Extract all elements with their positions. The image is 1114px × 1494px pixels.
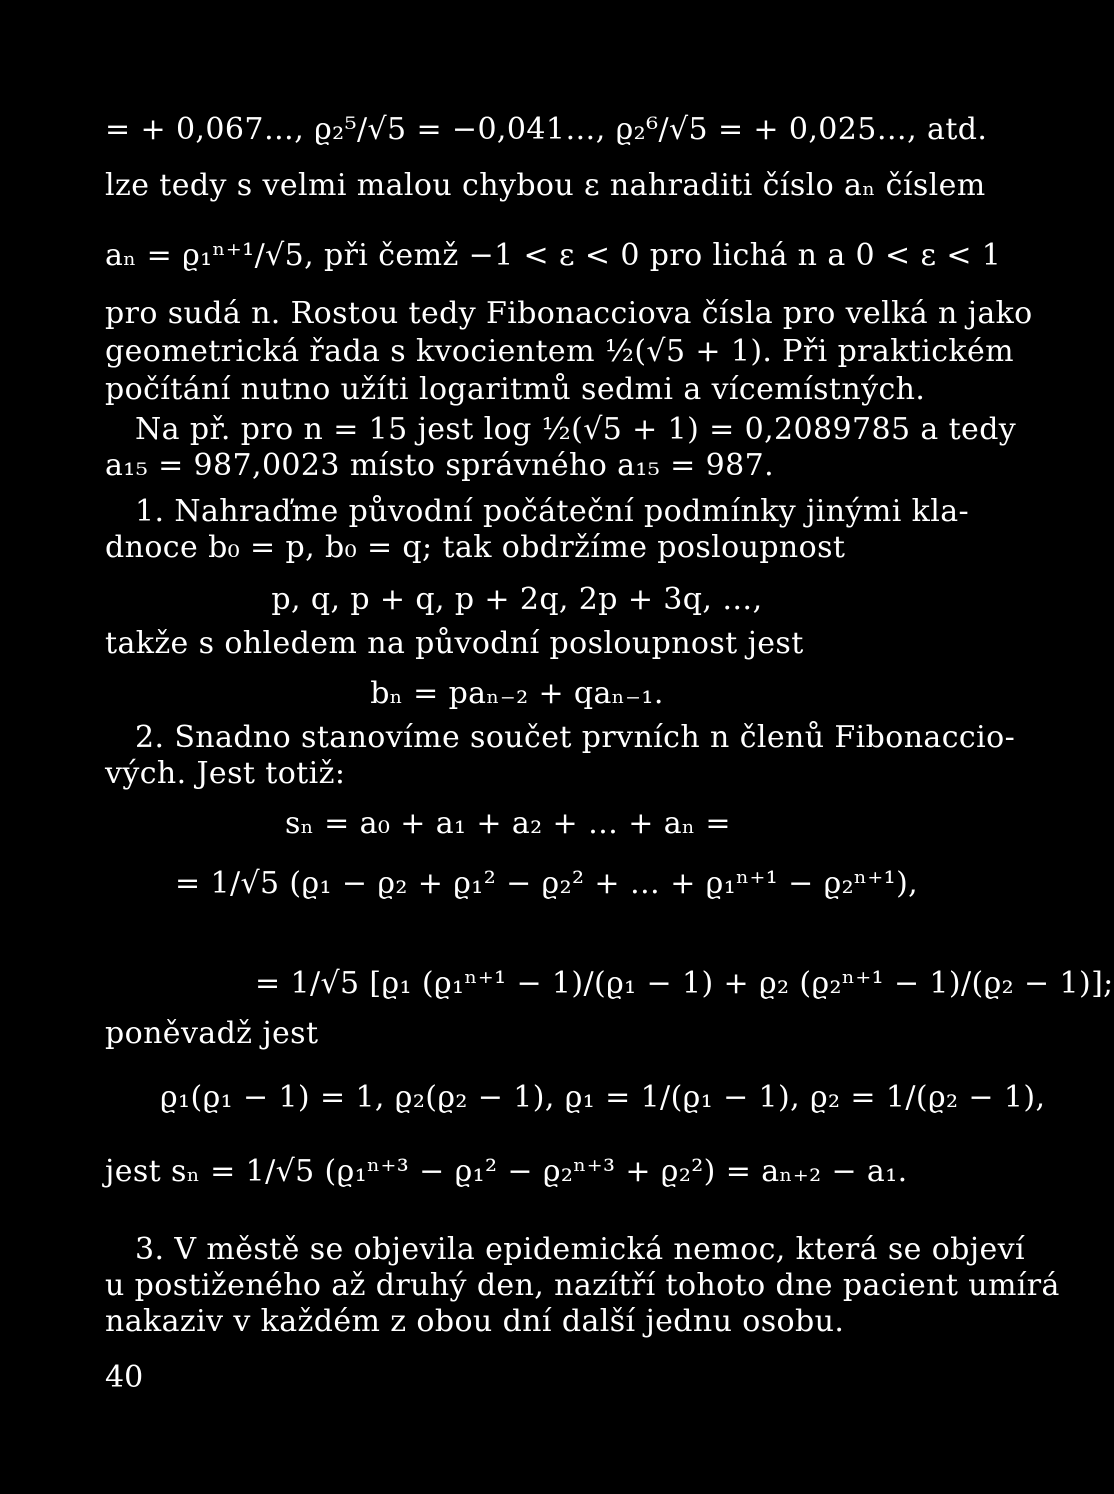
formula-sn-result: jest sₙ = 1/√5 (ϱ₁ⁿ⁺³ − ϱ₁² − ϱ₂ⁿ⁺³ + ϱ₂²) = aₙ₊₂ − a₁. (105, 1154, 908, 1189)
text-line-6: počítání nutno užíti logaritmů sedmi a vícemístných. (105, 372, 926, 407)
text-line-19: poněvadž jest (105, 1016, 319, 1051)
text-line-15: vých. Jest totiž: (105, 756, 346, 791)
formula-sum-geometric: = 1/√5 [ϱ₁ (ϱ₁ⁿ⁺¹ − 1)/(ϱ₁ − 1) + ϱ₂ (ϱ₂ⁿ⁺¹ − 1)/(ϱ₂ − 1)]; (255, 966, 1114, 1001)
formula-line-3: aₙ = ϱ₁ⁿ⁺¹/√5, při čemž −1 < ε < 0 pro lichá n a 0 < ε < 1 (105, 238, 1002, 273)
text-line-4: pro sudá n. Rostou tedy Fibonacciova čísla pro velká n jako (105, 296, 1033, 331)
text-line-10: dnoce b₀ = p, b₀ = q; tak obdržíme posloupnost (105, 530, 846, 565)
formula-line-1: = + 0,067…, ϱ₂⁵/√5 = −0,041…, ϱ₂⁶/√5 = + 0,025…, atd. (105, 112, 988, 147)
text-line-8: a₁₅ = 987,0023 místo správného a₁₅ = 987. (105, 448, 775, 483)
text-line-5: geometrická řada s kvocientem ½(√5 + 1). Při praktickém (105, 334, 1015, 369)
formula-sum-expanded: = 1/√5 (ϱ₁ − ϱ₂ + ϱ₁² − ϱ₂² + … + ϱ₁ⁿ⁺¹ − ϱ₂ⁿ⁺¹), (175, 866, 919, 901)
text-line-22: 3. V městě se objevila epidemická nemoc, která se objeví (135, 1232, 1025, 1267)
sequence-line: p, q, p + q, p + 2q, 2p + 3q, …, (271, 582, 763, 617)
text-line-9: 1. Nahraďme původní počáteční podmínky jinými kla- (135, 494, 970, 529)
text-line-2: lze tedy s velmi malou chybou ε nahraditi číslo aₙ číslem (105, 168, 986, 203)
text-line-24: nakaziv v každém z obou dní další jednu osobu. (105, 1304, 845, 1339)
formula-sn: sₙ = a₀ + a₁ + a₂ + … + aₙ = (285, 806, 731, 841)
page-number: 40 (105, 1360, 144, 1395)
text-line-7: Na př. pro n = 15 jest log ½(√5 + 1) = 0,2089785 a tedy (135, 412, 1017, 447)
text-line-12: takže s ohledem na původní posloupnost jest (105, 626, 804, 661)
formula-bn: bₙ = paₙ₋₂ + qaₙ₋₁. (370, 676, 664, 711)
formula-roots: ϱ₁(ϱ₁ − 1) = 1, ϱ₂(ϱ₂ − 1), ϱ₁ = 1/(ϱ₁ − 1), ϱ₂ = 1/(ϱ₂ − 1), (160, 1080, 1046, 1115)
text-line-23: u postiženého až druhý den, nazítří tohoto dne pacient umírá (105, 1268, 1060, 1303)
text-line-14: 2. Snadno stanovíme součet prvních n členů Fibonaccio- (135, 720, 1016, 755)
